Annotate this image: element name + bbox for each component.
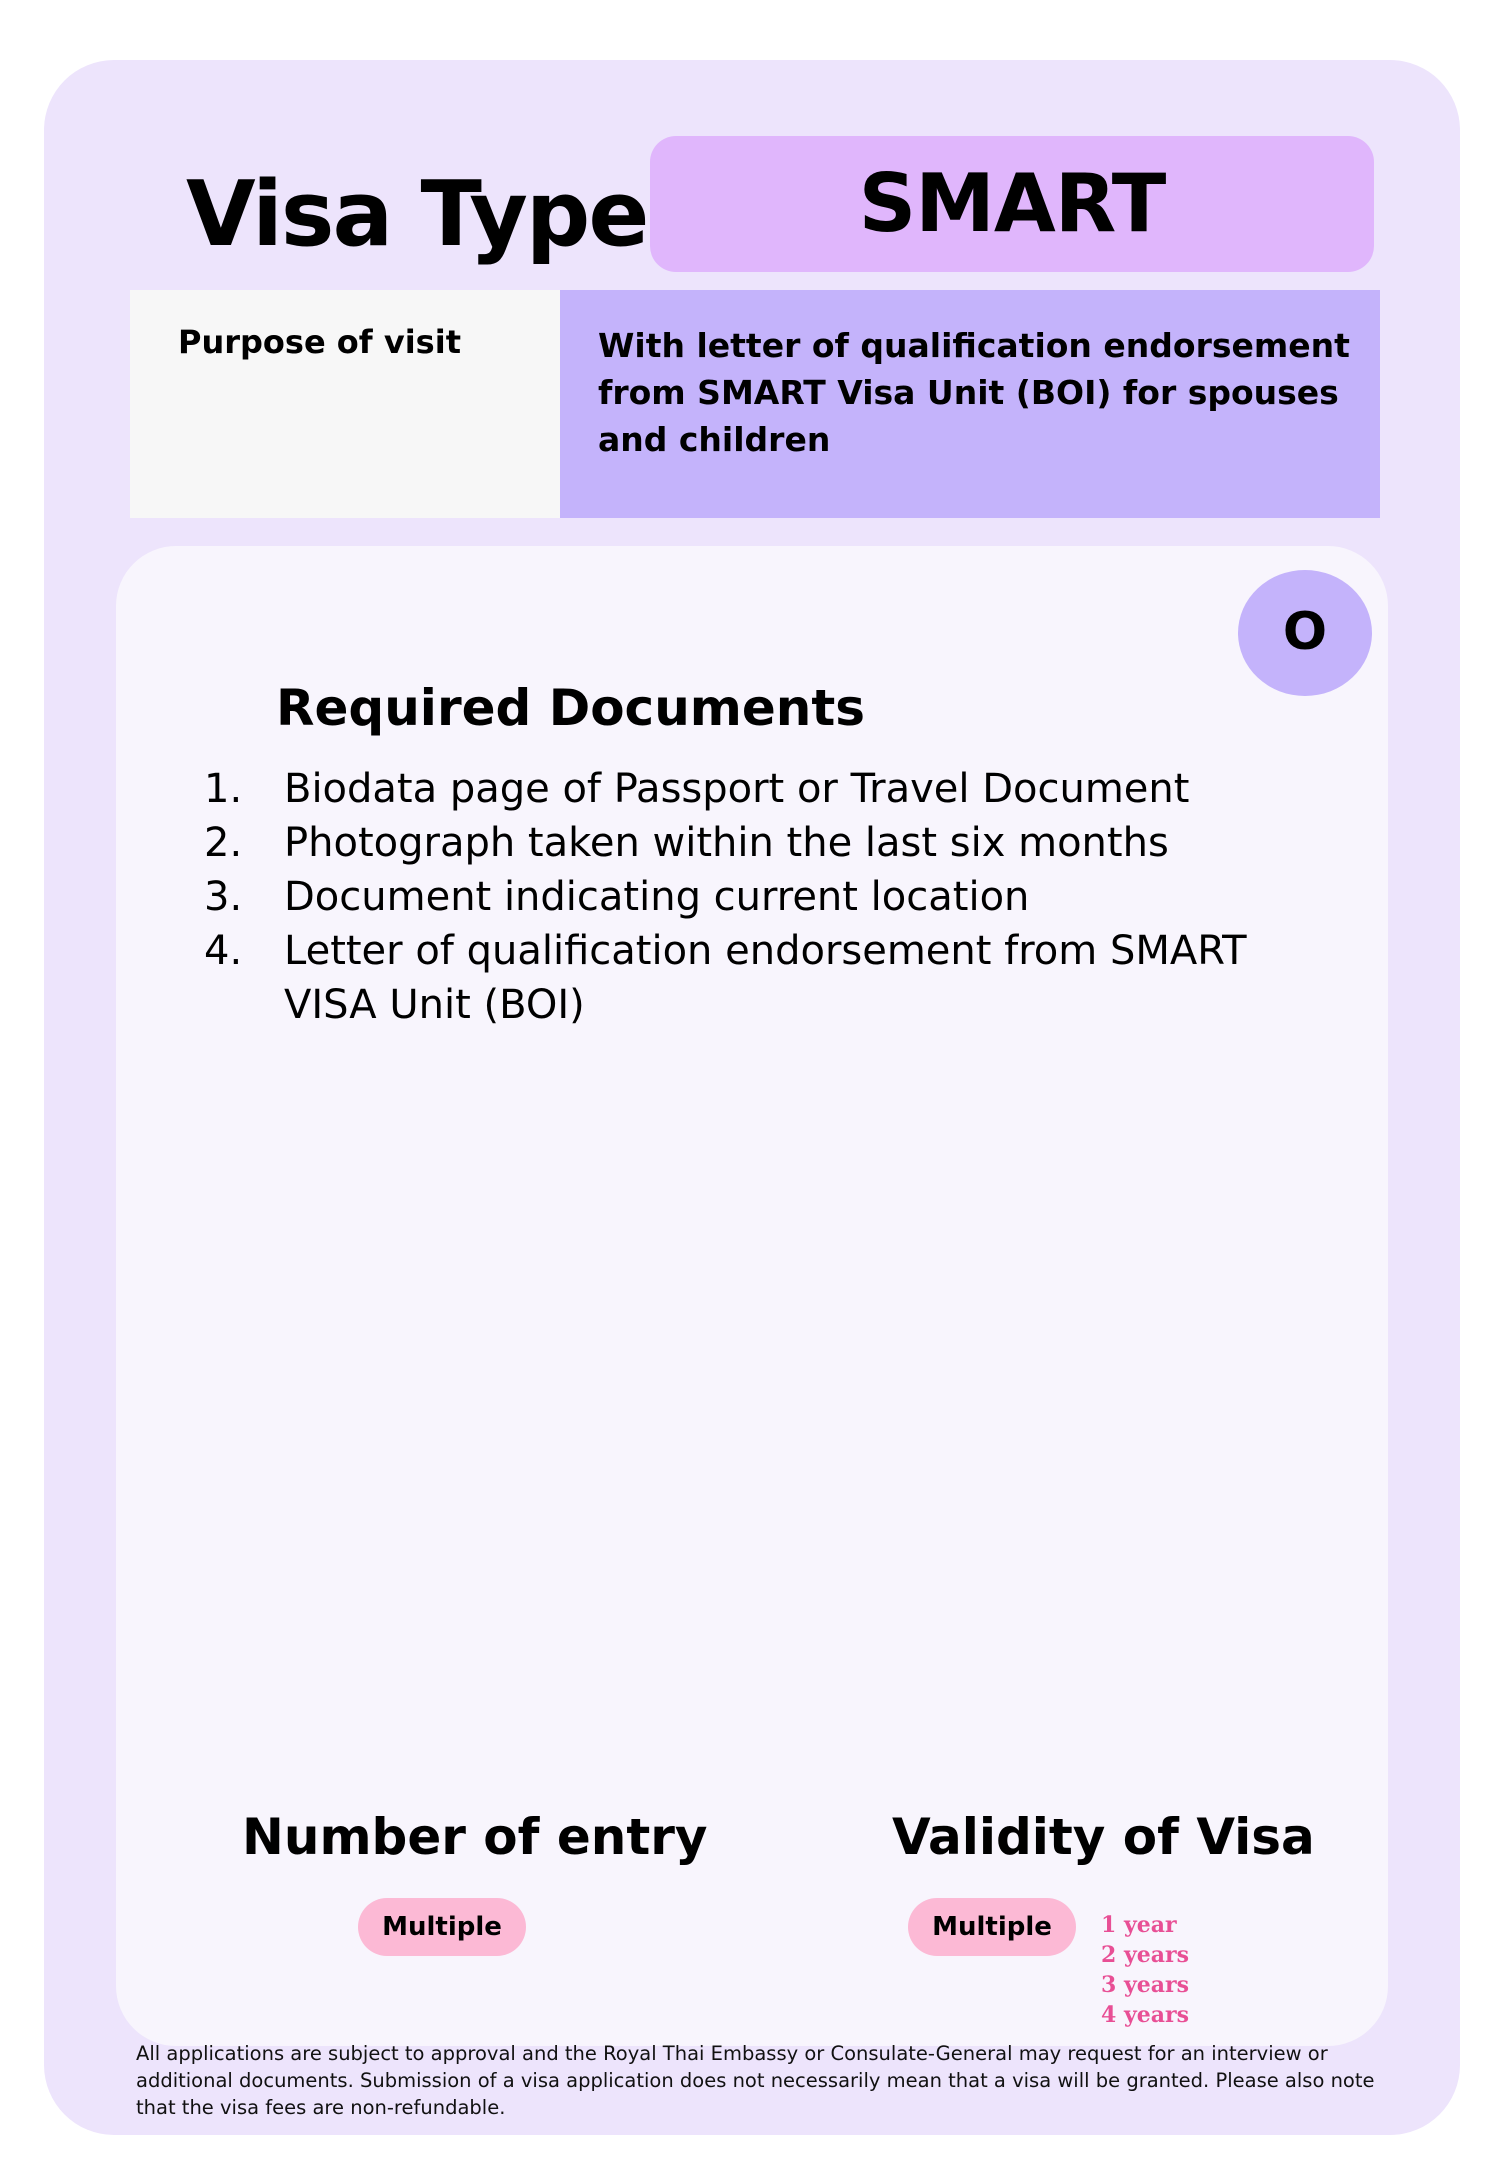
validity-options-list (1101, 1910, 1189, 2030)
validity-option: 3 years (1101, 1972, 1189, 1998)
validity-option: 2 years (1101, 1942, 1189, 1968)
document-text: Biodata page of Passport or Travel Document (284, 766, 1190, 812)
validity-value-pill: Multiple (908, 1898, 1076, 1956)
validity-option: 1 year (1101, 1912, 1177, 1938)
purpose-label-cell (130, 290, 560, 518)
validity-option: 4 years (1101, 2002, 1189, 2028)
required-documents-list (200, 762, 1260, 1032)
visa-type-label: Visa Type (186, 162, 648, 267)
document-item (200, 870, 1260, 924)
document-number: 1. (204, 766, 243, 812)
document-item (200, 816, 1260, 870)
document-item (200, 762, 1260, 816)
document-number: 2. (204, 820, 243, 866)
document-text: Document indicating current location (284, 874, 1030, 920)
number-of-entry-title: Number of entry (242, 1808, 708, 1866)
category-badge: O (1238, 570, 1372, 696)
document-item (200, 924, 1260, 1032)
document-text: Photograph taken within the last six months (284, 820, 1169, 866)
purpose-label: Purpose of visit (178, 323, 461, 361)
document-number: 3. (204, 874, 243, 920)
entry-value-pill: Multiple (358, 1898, 526, 1956)
visa-name-banner: SMART (650, 136, 1374, 272)
required-documents-title: Required Documents (276, 679, 866, 737)
document-text: Letter of qualification endorsement from SMART VISA Unit (BOI) (284, 928, 1247, 1028)
purpose-value: With letter of qualification endorsement from SMART Visa Unit (BOI) for spouses and children (598, 326, 1350, 459)
validity-of-visa-title: Validity of Visa (892, 1808, 1315, 1866)
disclaimer-text: All applications are subject to approval and the Royal Thai Embassy or Consulate-General may request for an interview or additional documents. Submission of a visa application does not necessarily mean that a visa will be granted. Please also note that the visa fees are non-refundable. (136, 2042, 1375, 2119)
purpose-value-cell (560, 290, 1380, 518)
document-number: 4. (204, 928, 243, 974)
